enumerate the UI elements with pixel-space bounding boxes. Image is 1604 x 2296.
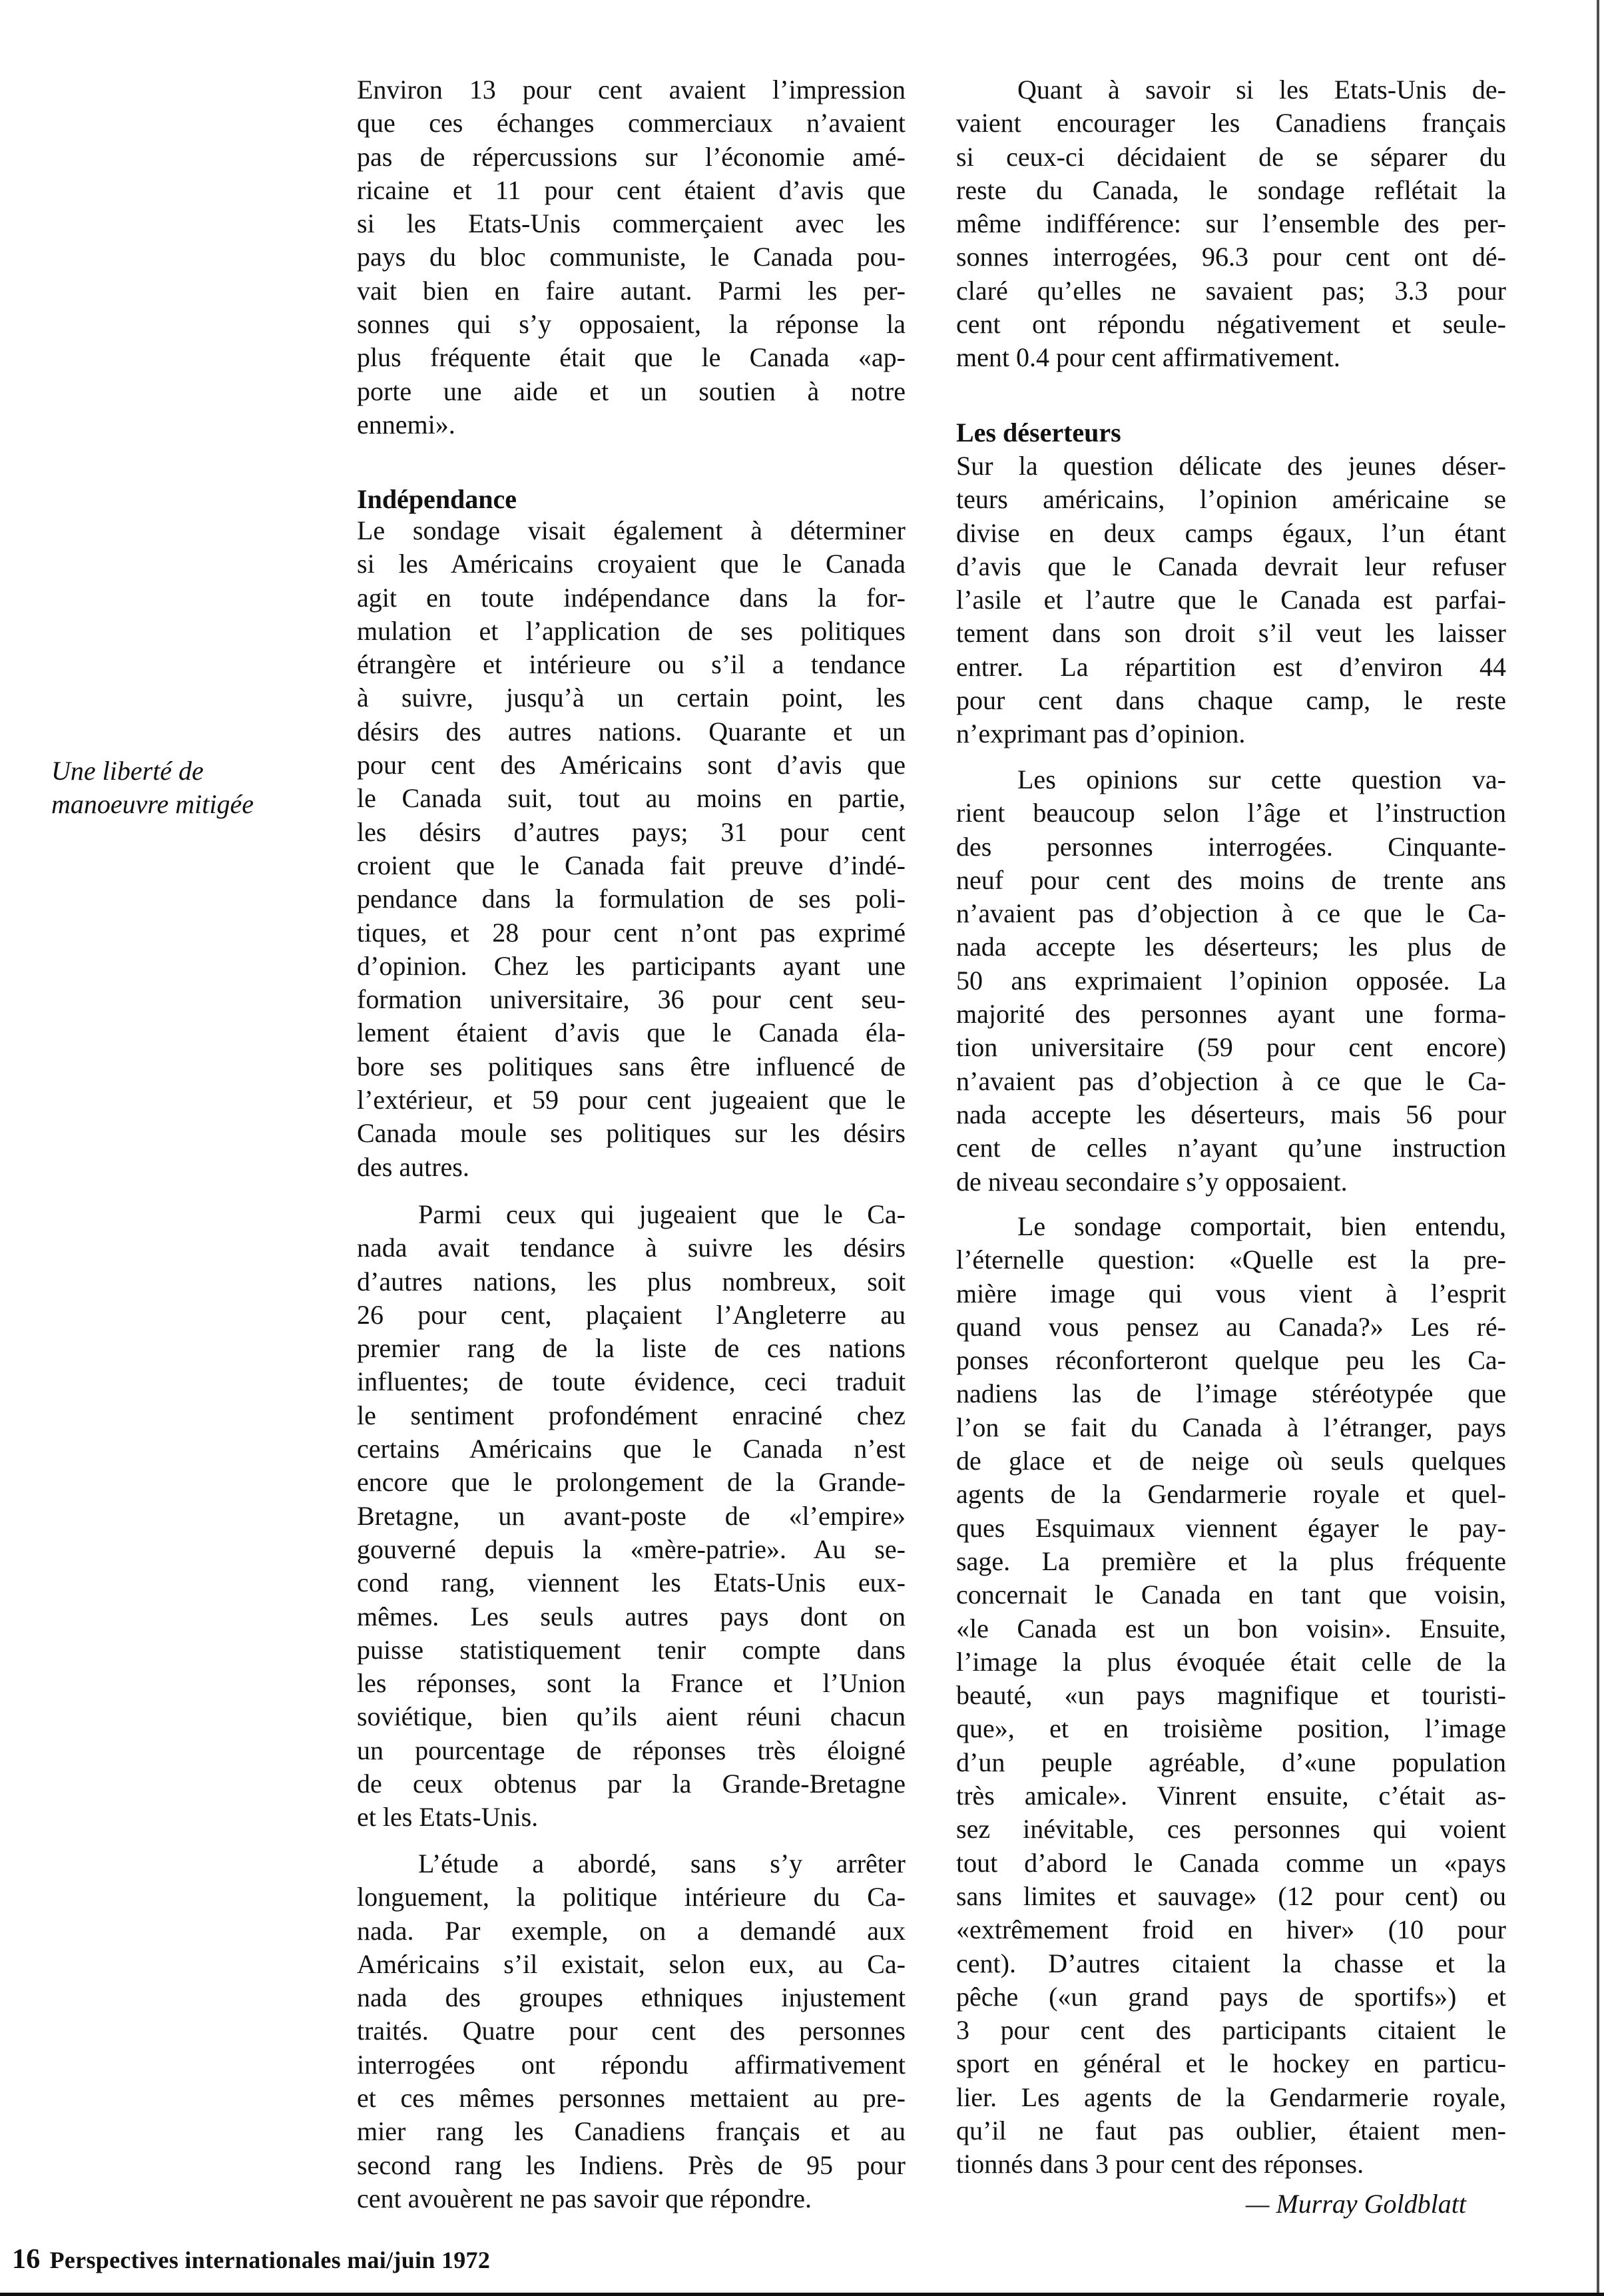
text-line: Sur la question délicate des jeunes déser- [956,451,1506,481]
text-line: Canada moule ses politiques sur les désirs [357,1118,906,1149]
text-line: vaient encourager les Canadiens français [956,108,1506,139]
text-line: cent avouèrent ne pas savoir que répondre. [357,2183,812,2213]
text-line: tement dans son droit s’il veut les laisser [956,618,1506,649]
text-line: majorité des personnes ayant une forma- [956,999,1506,1029]
text-line: beauté, «un pays magnifique et touristi- [956,1680,1506,1711]
text-line: l’éternelle question: «Quelle est la pre- [956,1245,1506,1275]
text-line: encore que le prolongement de la Grande- [357,1467,906,1498]
text-line: si ceux-ci décidaient de se séparer du [956,141,1506,172]
sidebar-caption-line: manoeuvre mitigée [51,789,254,820]
text-line: pour cent des Américains sont d’avis que [357,750,906,780]
page-footer [12,2243,490,2277]
paragraph [357,1198,906,1835]
text-line: Les opinions sur cette question va- [1017,764,1506,794]
text-line: agents de la Gendarmerie royale et quel- [956,1479,1506,1510]
text-line: mêmes. Les seuls autres pays dont on [357,1601,906,1631]
text-line: d’avis que le Canada devrait leur refuser [956,551,1506,581]
section-heading: Les déserteurs [956,418,1121,447]
text-line: croient que le Canada fait preuve d’indé- [357,850,906,880]
text-line: très amicale». Vinrent ensuite, c’était as- [956,1781,1506,1811]
text-line: teurs américains, l’opinion américaine se [956,484,1506,515]
text-line: l’asile et l’autre que le Canada est parfai- [956,585,1506,615]
text-line: d’opinion. Chez les participants ayant une [357,950,906,981]
text-line: neuf pour cent des moins de trente ans [956,864,1506,895]
text-line: si les Etats-Unis commerçaient avec les [357,208,906,239]
text-line: agit en toute indépendance dans la for- [357,582,906,613]
text-line: désirs des autres nations. Quarante et un [357,716,906,746]
text-line: le Canada suit, tout au moins en partie, [357,783,906,814]
text-line: n’avaient pas d’objection à ce que le Ca- [956,898,1506,929]
text-line: sage. La première et la plus fréquente [956,1546,1506,1576]
text-line: de niveau secondaire s’y opposaient. [956,1166,1348,1197]
sidebar-caption-line: Une liberté de [51,756,204,786]
text-line: ponses réconforteront quelque peu les Ca- [956,1345,1506,1376]
text-line: nadiens las de l’image stéréotypée que [956,1378,1506,1409]
text-line: concernait le Canada en tant que voisin, [956,1579,1506,1610]
page-number: 16 [12,2244,41,2275]
text-line: d’autres nations, les plus nombreux, soit [357,1266,906,1296]
text-line: Le sondage visait également à déterminer [357,515,906,545]
text-line: quand vous pensez au Canada?» Les ré- [956,1311,1506,1342]
text-line: vait bien en faire autant. Parmi les per- [357,275,906,306]
text-line: nada des groupes ethniques injustement [357,1982,906,2013]
text-line: certains Américains que le Canada n’est [357,1434,906,1464]
text-line: reste du Canada, le sondage reflétait la [956,174,1506,205]
text-line: 3 pour cent des participants citaient le [956,2015,1506,2046]
text-line: sez inévitable, ces personnes qui voient [956,1814,1506,1845]
text-line: 50 ans exprimaient l’opinion opposée. La [956,965,1506,996]
paragraph [956,763,1506,1199]
text-line: n’avaient pas d’objection à ce que le Ca- [956,1065,1506,1096]
text-line: 26 pour cent, plaçaient l’Angleterre au [357,1299,906,1330]
text-line: ennemi». [357,409,455,439]
text-line: pour cent dans chaque camp, le reste [956,685,1506,716]
text-line: nada avait tendance à suivre les désirs [357,1233,906,1263]
author-signature: — Murray Goldblatt [1245,2189,1466,2219]
text-line: ques Esquimaux viennent égayer le pay- [956,1512,1506,1543]
text-line: ricaine et 11 pour cent étaient d’avis que [357,174,906,205]
text-line: sans limites et sauvage» (12 pour cent) ou [956,1880,1506,1911]
text-line: de glace et de neige où seuls quelques [956,1446,1506,1476]
text-line: mier rang les Canadiens français et au [357,2116,906,2147]
text-line: l’on se fait du Canada à l’étranger, pays [956,1412,1506,1442]
text-line: que ces échanges commerciaux n’avaient [357,108,906,139]
text-line: un pourcentage de réponses très éloigné [357,1735,906,1765]
text-line: divise en deux camps égaux, l’un étant [956,517,1506,548]
text-line: puisse statistiquement tenir compte dans [357,1634,906,1665]
text-line: plus fréquente était que le Canada «ap- [357,342,906,373]
text-line: entrer. La répartition est d’environ 44 [956,651,1506,682]
text-line: des personnes interrogées. Cinquante- [956,831,1506,862]
text-line: et les Etats-Unis. [357,1802,539,1833]
text-line: à suivre, jusqu’à un certain point, les [357,683,906,713]
text-line: Parmi ceux qui jugeaient que le Ca- [418,1199,906,1229]
text-line: lement étaient d’avis que le Canada éla- [357,1017,906,1048]
text-line: tionnés dans 3 pour cent des réponses. [956,2149,1364,2179]
text-line: pendance dans la formulation de ses poli- [357,884,906,914]
text-line: que», et en troisième position, l’image [956,1713,1506,1744]
text-line: longuement, la politique intérieure du Ca- [357,1882,906,1912]
text-line: l’extérieur, et 59 pour cent jugeaient que le [357,1085,906,1115]
text-line: influentes; de toute évidence, ceci traduit [357,1366,906,1397]
section-heading: Indépendance [357,484,517,514]
text-line: premier rang de la liste de ces nations [357,1333,906,1364]
text-line: second rang les Indiens. Près de 95 pour [357,2150,906,2180]
text-line: rient beaucoup selon l’âge et l’instruction [956,798,1506,828]
text-line: si les Américains croyaient que le Canada [357,549,906,579]
text-line: sonnes interrogées, 96.3 pour cent ont dé- [956,242,1506,272]
text-line: pas de répercussions sur l’économie amé- [357,141,906,172]
text-line: même indifférence: sur l’ensemble des per- [956,208,1506,239]
text-line: porte une aide et un soutien à notre [357,376,906,406]
text-line: mulation et l’application de ses politiques [357,615,906,646]
text-line: les réponses, sont la France et l’Union [357,1668,906,1699]
text-line: tiques, et 28 pour cent n’ont pas exprimé [357,917,906,948]
text-line: pays du bloc communiste, le Canada pou- [357,242,906,272]
text-line: Le sondage comportait, bien entendu, [1017,1211,1506,1241]
text-line: formation universitaire, 36 pour cent seu- [357,984,906,1015]
text-line: n’exprimant pas d’opinion. [956,718,1246,749]
text-line: nada accepte les déserteurs, mais 56 pour [956,1099,1506,1129]
text-line: bore ses politiques sans être influencé de [357,1051,906,1081]
text-line: lier. Les agents de la Gendarmerie royale, [956,2082,1506,2112]
text-line: «le Canada est un bon voisin». Ensuite, [956,1613,1506,1643]
text-line: étrangère et intérieure ou s’il a tendance [357,649,906,680]
text-line: ment 0.4 pour cent affirmativement. [956,342,1340,373]
text-line: mière image qui vous vient à l’esprit [956,1278,1506,1308]
publication-title: Perspectives internationales mai/juin 1972 [49,2247,491,2273]
text-line: L’étude a abordé, sans s’y arrêter [418,1849,906,1878]
bottom-rule [0,2293,1604,2296]
text-line: «extrêmement froid en hiver» (10 pour [956,1914,1506,1945]
paragraph [956,449,1506,751]
paragraph [956,1210,1506,2181]
paragraph [956,73,1506,375]
paragraph [357,1847,906,2215]
text-line: cent). D’autres citaient la chasse et la [956,1948,1506,1978]
text-line: et ces mêmes personnes mettaient au pre- [357,2083,906,2114]
text-line: Environ 13 pour cent avaient l’impression [357,75,906,105]
text-line: les désirs d’autres pays; 31 pour cent [357,816,906,847]
sidebar-caption [51,754,254,822]
text-line: le sentiment profondément enraciné chez [357,1400,906,1430]
text-line: de ceux obtenus par la Grande-Bretagne [357,1769,906,1799]
text-line: sonnes qui s’y opposaient, la réponse la [357,309,906,340]
text-line: Bretagne, un avant-poste de «l’empire» [357,1500,906,1531]
text-line: des autres. [357,1151,469,1182]
text-line: Américains s’il existait, selon eux, au Ca- [357,1948,906,1979]
paragraph [357,73,906,441]
text-line: l’image la plus évoquée était celle de la [956,1646,1506,1677]
text-line: tout d’abord le Canada comme un «pays [956,1847,1506,1878]
text-line: cond rang, viennent les Etats-Unis eux- [357,1568,906,1598]
text-line: soviétique, bien qu’ils aient réuni chacun [357,1701,906,1732]
text-line: gouverné depuis la «mère-patrie». Au se- [357,1534,906,1564]
text-line: tion universitaire (59 pour cent encore) [956,1032,1506,1063]
text-line: cent de celles n’ayant qu’une instruction [956,1133,1506,1163]
text-line: pêche («un grand pays de sportifs») et [956,1981,1506,2012]
text-line: interrogées ont répondu affirmativement [357,2049,906,2080]
paragraph [357,514,906,1184]
text-line: d’un peuple agréable, d’«une population [956,1747,1506,1777]
text-line: nada accepte les déserteurs; les plus de [956,932,1506,962]
text-line: nada. Par exemple, on a demandé aux [357,1915,906,1946]
text-line: Quant à savoir si les Etats-Unis de- [1017,75,1506,105]
text-line: qu’il ne faut pas oublier, étaient men- [956,2116,1506,2146]
text-line: sport en général et le hockey en particu- [956,2048,1506,2079]
text-line: traités. Quatre pour cent des personnes [357,2016,906,2046]
text-line: claré qu’elles ne savaient pas; 3.3 pour [956,275,1506,306]
text-line: cent ont répondu négativement et seule- [956,309,1506,340]
page-edge-rule [1597,0,1599,2296]
